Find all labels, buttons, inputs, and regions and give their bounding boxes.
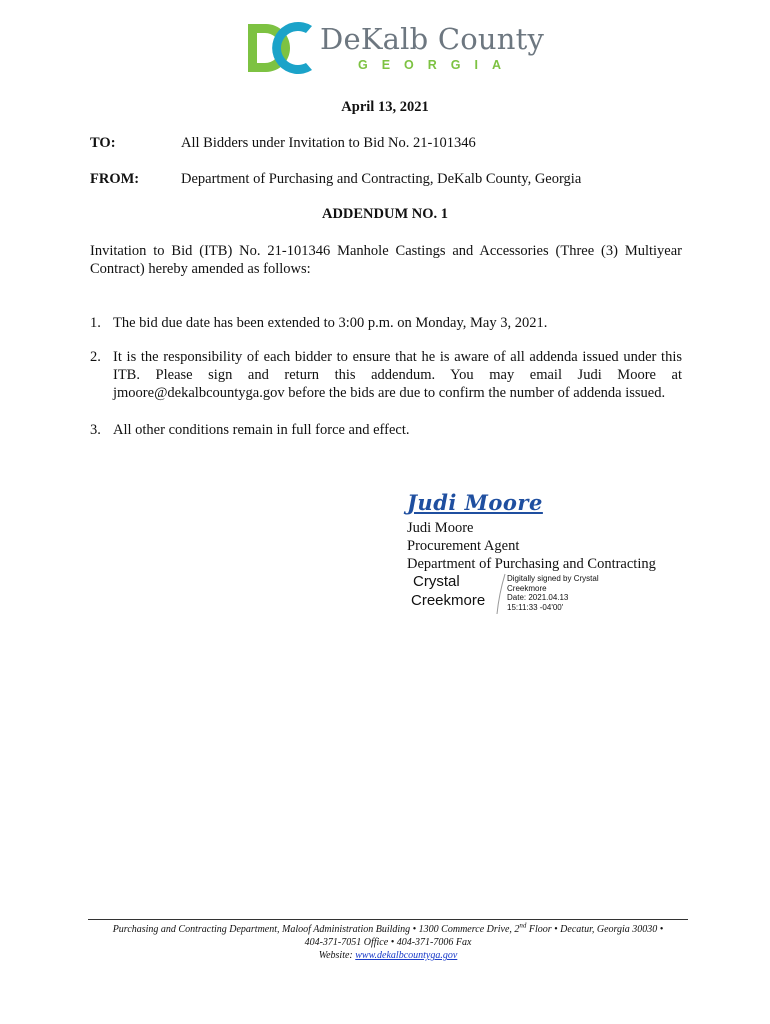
- list-item-number: 3.: [90, 422, 101, 438]
- digital-signature-detail-line: Creekmore: [507, 583, 547, 593]
- letter-date: April 13, 2021: [341, 99, 429, 115]
- footer-address-part: Floor • Decatur, Georgia 30030 •: [526, 924, 664, 935]
- digital-signature-details: [507, 574, 599, 612]
- to-label: TO:: [90, 135, 116, 151]
- page-footer: [88, 923, 688, 962]
- footer-website-line: [88, 949, 688, 962]
- signer-title: Procurement Agent: [407, 538, 520, 554]
- list-item-text: All other conditions remain in full force and effect.: [113, 422, 410, 438]
- signer-name: Judi Moore: [407, 520, 474, 536]
- list-item: [90, 348, 682, 402]
- signature-block: [407, 490, 697, 573]
- dekalb-county-logo: [246, 20, 545, 76]
- digital-signer-name: [411, 572, 485, 610]
- list-item-text: It is the responsibility of each bidder to ensure that he is aware of all addenda issued under this ITB. Please sign and return this addendum. You may email Judi Moore at jmoore@dekalbcountyga.gov before the bids are due to confirm the number of addenda issued.: [113, 349, 682, 401]
- from-label: FROM:: [90, 171, 140, 187]
- intro-paragraph: Invitation to Bid (ITB) No. 21-101346 Manhole Castings and Accessories (Three (3) Multiyear Contract) hereby amended as follows:: [90, 243, 682, 277]
- from-value: Department of Purchasing and Contracting, DeKalb County, Georgia: [181, 171, 582, 187]
- footer-website-label: Website:: [318, 950, 356, 961]
- list-item: [90, 314, 682, 332]
- list-item: [90, 421, 682, 439]
- dc-logo-mark-icon: [246, 20, 318, 76]
- digital-signature-stamp[interactable]: [411, 572, 621, 616]
- digital-signature-detail-line: 15:11:33 -04'00': [507, 602, 564, 612]
- digital-signature-detail-line: Digitally signed by Crystal: [507, 574, 599, 583]
- footer-superscript: nd: [519, 921, 527, 930]
- footer-phone-line: 404-371-7051 Office • 404-371-7006 Fax: [304, 937, 472, 948]
- signature-divider-icon: [495, 572, 507, 616]
- list-item-number: 2.: [90, 349, 101, 365]
- digital-signer-name-line1: Crystal: [413, 573, 460, 590]
- signer-department: Department of Purchasing and Contracting: [407, 556, 656, 572]
- to-value: All Bidders under Invitation to Bid No. 21-101346: [181, 135, 476, 151]
- handwritten-signature: Judi Moore: [407, 490, 543, 515]
- digital-signature-detail-line: Date: 2021.04.13: [507, 593, 569, 602]
- logo-state-name: GEORGIA: [358, 58, 516, 72]
- footer-address-line: [88, 923, 688, 936]
- digital-signer-name-line2: Creekmore: [411, 592, 486, 609]
- footer-website-link[interactable]: www.dekalbcountyga.gov: [355, 950, 458, 961]
- logo-county-name: DeKalb County: [320, 22, 545, 56]
- addendum-title: ADDENDUM NO. 1: [321, 206, 449, 222]
- list-item-number: 1.: [90, 315, 101, 331]
- list-item-text: The bid due date has been extended to 3:00 p.m. on Monday, May 3, 2021.: [113, 315, 548, 331]
- footer-address-part: Purchasing and Contracting Department, Maloof Administration Building • 1300 Commerce Drive, 2: [112, 924, 520, 935]
- footer-divider: [88, 919, 688, 920]
